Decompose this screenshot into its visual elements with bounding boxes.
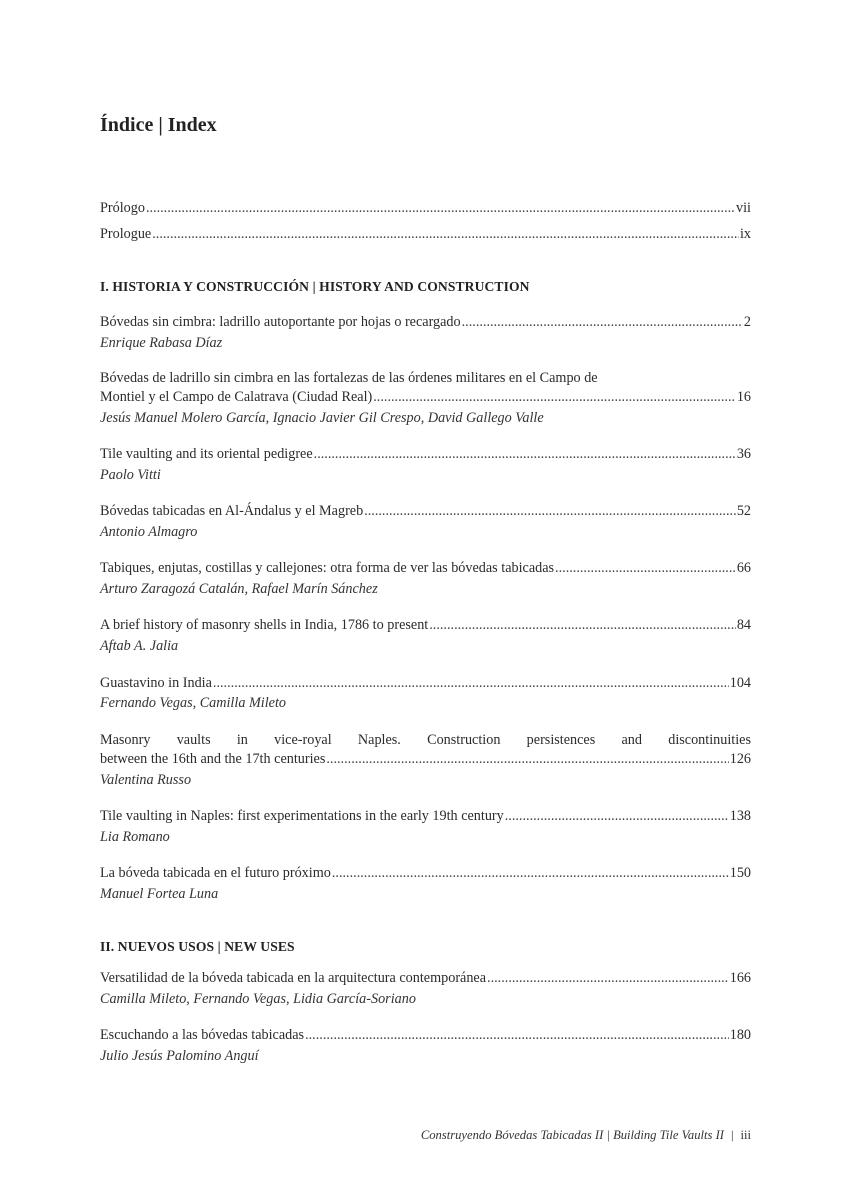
dot-leader xyxy=(364,502,736,520)
entry-title-line1[interactable]: Masonry vaults in vice-royal Naples. Construction persistences and discontinuities xyxy=(100,732,751,748)
entry-page: 52 xyxy=(736,503,751,519)
dot-leader xyxy=(373,388,736,406)
entry-page: 150 xyxy=(729,865,751,881)
toc-entry-prologue[interactable] xyxy=(100,225,751,243)
dot-leader xyxy=(555,559,736,577)
entry-title: Prólogo xyxy=(100,200,145,216)
dot-leader xyxy=(305,1026,729,1044)
toc-page xyxy=(100,0,751,1200)
toc-entry[interactable] xyxy=(100,1026,751,1044)
dot-leader xyxy=(213,674,729,692)
entry-page: 66 xyxy=(736,560,751,576)
toc-entry[interactable] xyxy=(100,313,751,331)
toc-entry[interactable] xyxy=(100,969,751,987)
dot-leader xyxy=(429,616,736,634)
dot-leader xyxy=(146,199,735,217)
toc-entry[interactable] xyxy=(100,388,751,406)
entry-page: 16 xyxy=(736,389,751,405)
entry-title: A brief history of masonry shells in India, 1786 to present xyxy=(100,617,429,633)
entry-page: 166 xyxy=(729,970,751,986)
toc-entry[interactable] xyxy=(100,864,751,882)
toc-entry[interactable] xyxy=(100,674,751,692)
toc-entry[interactable] xyxy=(100,502,751,520)
entry-page: 84 xyxy=(736,617,751,633)
dot-leader xyxy=(332,864,729,882)
dot-leader xyxy=(505,807,729,825)
entry-authors: Fernando Vegas, Camilla Mileto xyxy=(100,695,286,711)
entry-authors: Julio Jesús Palomino Anguí xyxy=(100,1048,259,1064)
entry-title: Tile vaulting and its oriental pedigree xyxy=(100,446,313,462)
entry-authors: Camilla Mileto, Fernando Vegas, Lidia García-Soriano xyxy=(100,991,416,1007)
entry-title: La bóveda tabicada en el futuro próximo xyxy=(100,865,331,881)
entry-title-line1[interactable]: Bóvedas de ladrillo sin cimbra en las fortalezas de las órdenes militares en el Campo de xyxy=(100,370,598,386)
page-footer xyxy=(421,1127,751,1143)
entry-page: 138 xyxy=(729,808,751,824)
toc-entry[interactable] xyxy=(100,750,751,768)
toc-entry[interactable] xyxy=(100,807,751,825)
dot-leader xyxy=(462,313,743,331)
dot-leader xyxy=(314,445,736,463)
entry-authors: Antonio Almagro xyxy=(100,524,198,540)
entry-page: 104 xyxy=(729,675,751,691)
entry-authors: Valentina Russo xyxy=(100,772,192,788)
entry-authors: Lia Romano xyxy=(100,829,170,845)
section-heading-history: I. HISTORIA Y CONSTRUCCIÓN | HISTORY AND CONSTRUCTION xyxy=(100,279,530,294)
section-heading-new-uses: II. NUEVOS USOS | NEW USES xyxy=(100,939,295,954)
toc-entry[interactable] xyxy=(100,445,751,463)
toc-entry[interactable] xyxy=(100,559,751,577)
entry-authors: Manuel Fortea Luna xyxy=(100,886,219,902)
dot-leader xyxy=(326,750,728,768)
entry-authors: Enrique Rabasa Díaz xyxy=(100,335,223,351)
entry-title: Montiel y el Campo de Calatrava (Ciudad Real) xyxy=(100,389,373,405)
dot-leader xyxy=(152,225,739,243)
toc-entry-prologo[interactable] xyxy=(100,199,751,217)
footer-separator: | xyxy=(730,1128,734,1142)
entry-title: Tabiques, enjutas, costillas y callejones: otra forma de ver las bóvedas tabicadas xyxy=(100,560,555,576)
entry-page: ix xyxy=(739,226,751,242)
entry-authors: Aftab A. Jalia xyxy=(100,638,179,654)
entry-title: Versatilidad de la bóveda tabicada en la arquitectura contemporánea xyxy=(100,970,487,986)
entry-page: vii xyxy=(736,200,751,216)
entry-authors: Jesús Manuel Molero García, Ignacio Javier Gil Crespo, David Gallego Valle xyxy=(100,410,544,426)
footer-page-number: iii xyxy=(740,1128,751,1142)
page-title: Índice | Index xyxy=(100,114,217,136)
entry-page: 126 xyxy=(729,751,751,767)
entry-page: 2 xyxy=(743,314,751,330)
entry-title: Prologue xyxy=(100,226,152,242)
entry-title: Bóvedas sin cimbra: ladrillo autoportante por hojas o recargado xyxy=(100,314,461,330)
entry-title: Bóvedas tabicadas en Al-Ándalus y el Magreb xyxy=(100,503,364,519)
entry-title: Tile vaulting in Naples: first experimentations in the early 19th century xyxy=(100,808,504,824)
entry-page: 36 xyxy=(736,446,751,462)
entry-title: Escuchando a las bóvedas tabicadas xyxy=(100,1027,305,1043)
entry-authors: Paolo Vitti xyxy=(100,467,161,483)
footer-book-title: Construyendo Bóvedas Tabicadas II | Building Tile Vaults II xyxy=(420,1128,724,1142)
dot-leader xyxy=(487,969,729,987)
toc-entry[interactable] xyxy=(100,616,751,634)
entry-authors: Arturo Zaragozá Catalán, Rafael Marín Sánchez xyxy=(100,581,378,597)
entry-title: between the 16th and the 17th centuries xyxy=(100,751,326,767)
entry-page: 180 xyxy=(729,1027,751,1043)
entry-title: Guastavino in India xyxy=(100,675,212,691)
